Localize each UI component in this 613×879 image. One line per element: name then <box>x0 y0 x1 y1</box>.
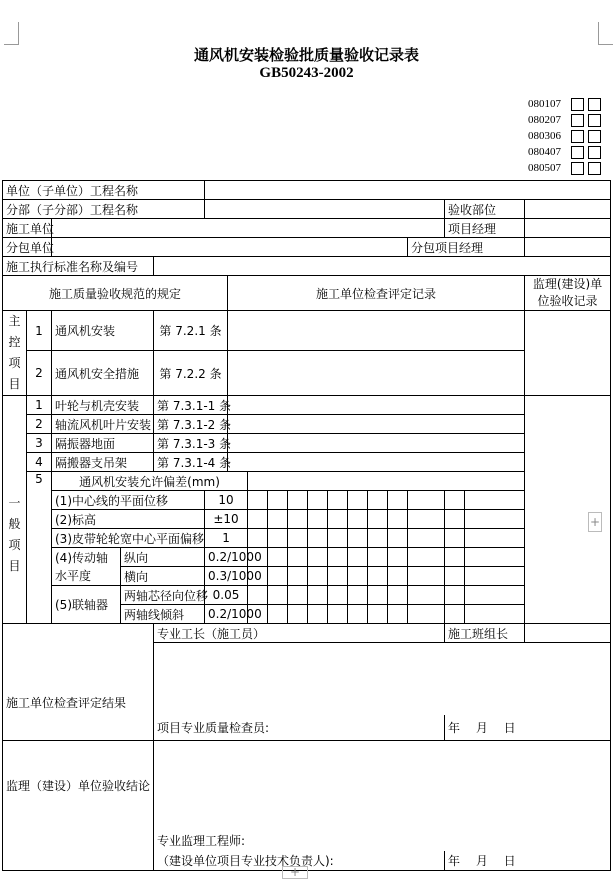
date-2: 年 月 日 <box>445 851 611 871</box>
measure-cell[interactable] <box>308 529 328 548</box>
foreman-field[interactable] <box>248 624 445 643</box>
measure-cell[interactable] <box>368 491 388 510</box>
general-item-check[interactable] <box>228 415 525 434</box>
engineer-label: 专业监理工程师: <box>154 831 611 851</box>
measure-cell[interactable] <box>445 548 465 567</box>
measure-cell[interactable] <box>328 605 348 624</box>
general-item-name: 隔搬器支吊架 <box>52 453 154 472</box>
dev-belt-name: (3)皮带轮轮宽中心平面偏移 <box>52 529 205 548</box>
foreman-label: 专业工长（施工员） <box>154 624 248 643</box>
measure-cell[interactable] <box>465 529 525 548</box>
main-item-no: 2 <box>27 351 52 396</box>
measure-cell[interactable] <box>288 605 308 624</box>
measure-cell[interactable] <box>288 567 308 586</box>
measure-cell[interactable] <box>268 586 288 605</box>
dev-shaft-long-value: 0.2/1000 <box>205 548 248 567</box>
measure-cell[interactable] <box>248 491 268 510</box>
general-item-no: 2 <box>27 415 52 434</box>
main-items-supervisor-record[interactable] <box>525 311 611 396</box>
measure-cell[interactable] <box>348 529 368 548</box>
deviation-title-check[interactable] <box>248 472 611 491</box>
measure-cell[interactable] <box>368 605 388 624</box>
dev-elev-name: (2)标高 <box>52 510 205 529</box>
dev-shaft-trans-value: 0.3/1000 <box>205 567 248 586</box>
measure-cell[interactable] <box>408 548 445 567</box>
dev-elev-value: ±10 <box>205 510 248 529</box>
form-title: 通风机安装检验批质量验收记录表 <box>193 46 419 64</box>
measure-cell[interactable] <box>268 605 288 624</box>
general-item-name: 轴流风机叶片安装 <box>52 415 154 434</box>
team-leader-label: 施工班组长 <box>445 624 525 643</box>
measure-cell[interactable] <box>388 605 408 624</box>
spacer <box>3 831 154 851</box>
measure-cell[interactable] <box>308 567 328 586</box>
checkbox[interactable] <box>571 130 584 143</box>
dev-coupling-radial-value: 0.05 <box>205 586 248 605</box>
subcontractor-field[interactable] <box>52 238 408 257</box>
checkbox[interactable] <box>588 146 601 159</box>
main-item-check[interactable] <box>228 311 525 351</box>
code-label: 080507 <box>528 162 561 174</box>
general-item-clause: 第 7.3.1-4 条 <box>154 453 228 472</box>
general-item-clause: 第 7.3.1-2 条 <box>154 415 228 434</box>
measure-cell[interactable] <box>268 510 288 529</box>
dev-coupling-tilt-value: 0.2/1000 <box>205 605 248 624</box>
code-label: 080107 <box>528 98 561 110</box>
general-item-check[interactable] <box>228 396 525 415</box>
dev-shaft-label <box>52 548 121 586</box>
code-label: 080407 <box>528 146 561 158</box>
measure-cell[interactable] <box>268 529 288 548</box>
measure-cell[interactable] <box>368 529 388 548</box>
measure-cell[interactable] <box>445 491 465 510</box>
supervisor-conclusion-area[interactable] <box>154 741 611 831</box>
measure-cell[interactable] <box>388 548 408 567</box>
measure-cell[interactable] <box>288 586 308 605</box>
corner-mark-right <box>598 22 613 45</box>
main-item-clause: 第 7.2.1 条 <box>154 311 228 351</box>
checkbox[interactable] <box>588 98 601 111</box>
measure-cell[interactable] <box>408 605 445 624</box>
main-item-name: 通风机安装 <box>52 311 154 351</box>
main-items-text: 主控项目 <box>8 314 21 391</box>
measure-cell[interactable] <box>308 605 328 624</box>
measure-cell[interactable] <box>408 510 445 529</box>
spacer <box>3 851 154 871</box>
code-label: 080306 <box>528 130 561 142</box>
main-item-clause: 第 7.2.2 条 <box>154 351 228 396</box>
team-leader-field[interactable] <box>525 624 611 643</box>
measure-cell[interactable] <box>388 491 408 510</box>
accept-part-field[interactable] <box>525 200 611 219</box>
main-item-name: 通风机安全措施 <box>52 351 154 396</box>
general-item-name: 叶轮与机壳安装 <box>52 396 154 415</box>
measure-cell[interactable] <box>288 510 308 529</box>
owner-tech-label: （建设单位项目专业技术负责人): <box>154 851 445 871</box>
measure-cell[interactable] <box>348 510 368 529</box>
add-row-button[interactable]: + <box>282 866 308 879</box>
checkbox[interactable] <box>571 162 584 175</box>
measure-cell[interactable] <box>268 548 288 567</box>
checkbox[interactable] <box>571 114 584 127</box>
measure-cell[interactable] <box>408 529 445 548</box>
measure-cell[interactable] <box>388 529 408 548</box>
measure-cell[interactable] <box>308 586 328 605</box>
standard-name-field[interactable] <box>154 257 611 276</box>
measure-cell[interactable] <box>328 567 348 586</box>
measure-cell[interactable] <box>368 567 388 586</box>
measure-cell[interactable] <box>348 605 368 624</box>
measure-cell[interactable] <box>445 567 465 586</box>
checkbox[interactable] <box>588 130 601 143</box>
measure-cell[interactable] <box>328 548 348 567</box>
contractor-field[interactable] <box>52 219 445 238</box>
standard-name-label: 施工执行标准名称及编号 <box>3 257 154 276</box>
sub-project-label: 分部（子分部）工程名称 <box>3 200 205 219</box>
general-item-no: 3 <box>27 434 52 453</box>
measure-cell[interactable] <box>408 586 445 605</box>
col-header-spec: 施工质量验收规范的规定 <box>3 276 228 311</box>
dev-shaft-trans-name: 横向 <box>121 567 205 586</box>
general-item-no: 1 <box>27 396 52 415</box>
code-label: 080207 <box>528 114 561 126</box>
measure-cell[interactable] <box>308 548 328 567</box>
accept-part-label: 验收部位 <box>445 200 525 219</box>
contractor-label: 施工单位 <box>3 219 52 238</box>
main-item-no: 1 <box>27 311 52 351</box>
measure-cell[interactable] <box>308 510 328 529</box>
measure-cell[interactable] <box>445 586 465 605</box>
general-item-name: 隔振器地面 <box>52 434 154 453</box>
dev-coupling-radial-name: 两轴芯径向位移 <box>121 586 205 605</box>
measure-cell[interactable] <box>288 529 308 548</box>
dev-center-value: 10 <box>205 491 248 510</box>
measure-cell[interactable] <box>248 529 268 548</box>
date-1: 年 月 日 <box>445 715 611 741</box>
measure-cell[interactable] <box>368 510 388 529</box>
dev-shaft-text: (4)传动轴水平度 <box>55 550 108 583</box>
checkbox[interactable] <box>588 162 601 175</box>
check-result-label: 施工单位检查评定结果 <box>3 624 154 741</box>
measure-cell[interactable] <box>288 491 308 510</box>
measure-cell[interactable] <box>408 567 445 586</box>
checkbox[interactable] <box>588 114 601 127</box>
corner-mark-left <box>4 22 19 45</box>
general-item-clause: 第 7.3.1-1 条 <box>154 396 228 415</box>
col-header-check: 施工单位检查评定记录 <box>228 276 525 311</box>
measure-cell[interactable] <box>328 491 348 510</box>
unit-project-label: 单位（子单位）工程名称 <box>3 181 205 200</box>
checkbox[interactable] <box>571 98 584 111</box>
dev-center-name: (1)中心线的平面位移 <box>52 491 205 510</box>
measure-cell[interactable] <box>248 586 268 605</box>
supervisor-conclusion-label: 监理（建设）单位验收结论 <box>3 741 154 831</box>
measure-cell[interactable] <box>308 491 328 510</box>
measure-cell[interactable] <box>328 529 348 548</box>
project-manager-label: 项目经理 <box>445 219 525 238</box>
measure-cell[interactable] <box>465 491 525 510</box>
col-header-supervisor: 监理(建设)单位验收记录 <box>525 276 611 311</box>
measure-cell[interactable] <box>268 567 288 586</box>
dev-belt-value: 1 <box>205 529 248 548</box>
general-item-check[interactable] <box>228 453 525 472</box>
measure-cell[interactable] <box>408 491 445 510</box>
deviation-title: 通风机安装允许偏差(mm) <box>52 472 248 491</box>
measure-cell[interactable] <box>288 548 308 567</box>
main-items-label <box>3 311 27 396</box>
measure-cell[interactable] <box>445 510 465 529</box>
measure-cell[interactable] <box>328 586 348 605</box>
measure-cell[interactable] <box>248 510 268 529</box>
measure-cell[interactable] <box>465 567 525 586</box>
dev-coupling-tilt-name: 两轴线倾斜 <box>121 605 205 624</box>
measure-cell[interactable] <box>388 510 408 529</box>
unit-project-field[interactable] <box>205 181 611 200</box>
measure-cell[interactable] <box>465 510 525 529</box>
measure-cell[interactable] <box>328 510 348 529</box>
code-checkbox-list <box>528 96 605 176</box>
sub-manager-label: 分包项目经理 <box>408 238 525 257</box>
measure-cell[interactable] <box>388 567 408 586</box>
dev-shaft-long-name: 纵向 <box>121 548 205 567</box>
measure-cell[interactable] <box>348 548 368 567</box>
inspector-label: 项目专业质量检查员: <box>154 715 445 741</box>
measure-cell[interactable] <box>445 605 465 624</box>
general-items-supervisor-record[interactable] <box>525 396 611 624</box>
measure-cell[interactable] <box>368 586 388 605</box>
general-items-label <box>3 396 27 624</box>
sub-project-field[interactable] <box>205 200 445 219</box>
checkbox[interactable] <box>571 146 584 159</box>
general-item-no: 4 <box>27 453 52 472</box>
sub-manager-field[interactable] <box>525 238 611 257</box>
standard-code: GB50243-2002 <box>259 65 354 81</box>
measure-cell[interactable] <box>445 529 465 548</box>
add-column-button[interactable]: + <box>588 512 602 532</box>
general-item-clause: 第 7.3.1-3 条 <box>154 434 228 453</box>
project-manager-field[interactable] <box>525 219 611 238</box>
measure-cell[interactable] <box>348 567 368 586</box>
measure-cell[interactable] <box>268 491 288 510</box>
general-item-no: 5 <box>27 472 52 624</box>
measure-cell[interactable] <box>465 586 525 605</box>
measure-cell[interactable] <box>465 548 525 567</box>
measure-cell[interactable] <box>348 586 368 605</box>
general-items-text: 一般项目 <box>8 495 21 573</box>
dev-coupling-label: (5)联轴器 <box>52 586 121 624</box>
general-item-check[interactable] <box>228 434 525 453</box>
measure-cell[interactable] <box>465 605 525 624</box>
measure-cell[interactable] <box>348 491 368 510</box>
inspection-form-table <box>2 180 611 871</box>
measure-cell[interactable] <box>368 548 388 567</box>
main-item-check[interactable] <box>228 351 525 396</box>
check-result-area[interactable] <box>154 643 611 715</box>
measure-cell[interactable] <box>388 586 408 605</box>
subcontractor-label: 分包单位 <box>3 238 52 257</box>
